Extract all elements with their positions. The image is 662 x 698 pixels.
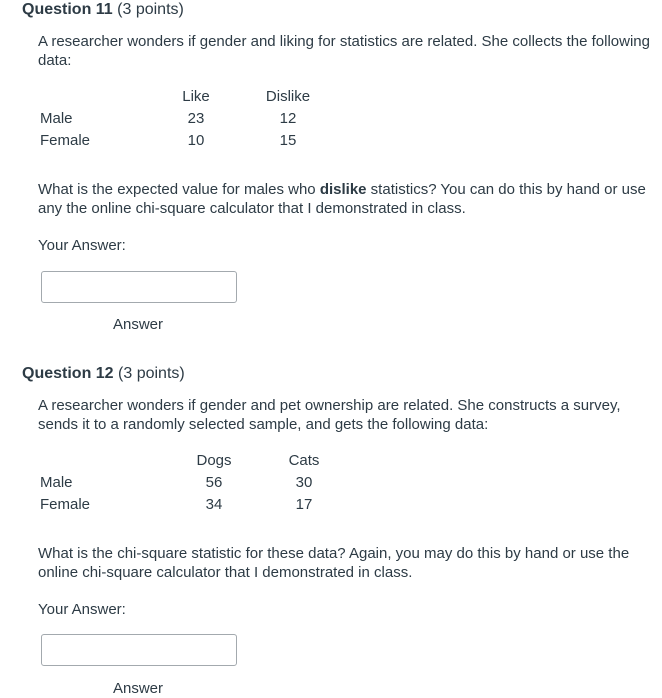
answer-caption: Answer xyxy=(113,316,164,333)
question-text xyxy=(38,180,650,218)
cell-female-like: 10 xyxy=(187,132,205,149)
cell-male-like: 23 xyxy=(187,110,205,127)
question-number: Question 11 xyxy=(22,1,113,18)
row-label-male: Male xyxy=(40,110,73,127)
column-header-cats: Cats xyxy=(288,452,320,469)
question-points: (3 points) xyxy=(118,365,185,382)
your-answer-label: Your Answer: xyxy=(38,237,126,254)
question-prompt: A researcher wonders if gender and liking for statistics are related. She collects the following data: xyxy=(38,33,650,69)
question-text: What is the chi-square statistic for these data? Again, you may do this by hand or use the online chi-square calculator that I demonstrated in class. xyxy=(38,545,630,581)
cell-female-cats: 17 xyxy=(295,496,313,513)
row-label-female: Female xyxy=(40,132,91,149)
question-text-start: What is the expected value for males who xyxy=(38,181,320,198)
question-text-end: statistics? You can do this by hand or use any the online chi-square calculator that I demonstrated in class. xyxy=(38,181,646,217)
row-label-female: Female xyxy=(40,496,91,513)
your-answer-label: Your Answer: xyxy=(38,601,126,618)
column-header-dislike: Dislike xyxy=(265,88,311,105)
question-title xyxy=(22,0,184,20)
question-number: Question 12 xyxy=(22,365,114,382)
cell-female-dogs: 34 xyxy=(205,496,223,513)
answer-input[interactable] xyxy=(41,271,237,303)
answer-input[interactable] xyxy=(41,634,237,666)
cell-female-dislike: 15 xyxy=(279,132,297,149)
question-title xyxy=(22,364,185,384)
row-label-male: Male xyxy=(40,474,73,491)
column-header-like: Like xyxy=(182,88,210,105)
answer-caption: Answer xyxy=(113,680,164,697)
question-text-emphasis: dislike xyxy=(319,181,367,198)
column-header-dogs: Dogs xyxy=(196,452,232,469)
cell-male-dislike: 12 xyxy=(279,110,297,127)
question-points: (3 points) xyxy=(117,1,184,18)
question-prompt: A researcher wonders if gender and pet ownership are related. She constructs a survey, sends it to a randomly selected sample, and gets the following data: xyxy=(38,397,621,433)
cell-male-cats: 30 xyxy=(295,474,313,491)
cell-male-dogs: 56 xyxy=(205,474,223,491)
